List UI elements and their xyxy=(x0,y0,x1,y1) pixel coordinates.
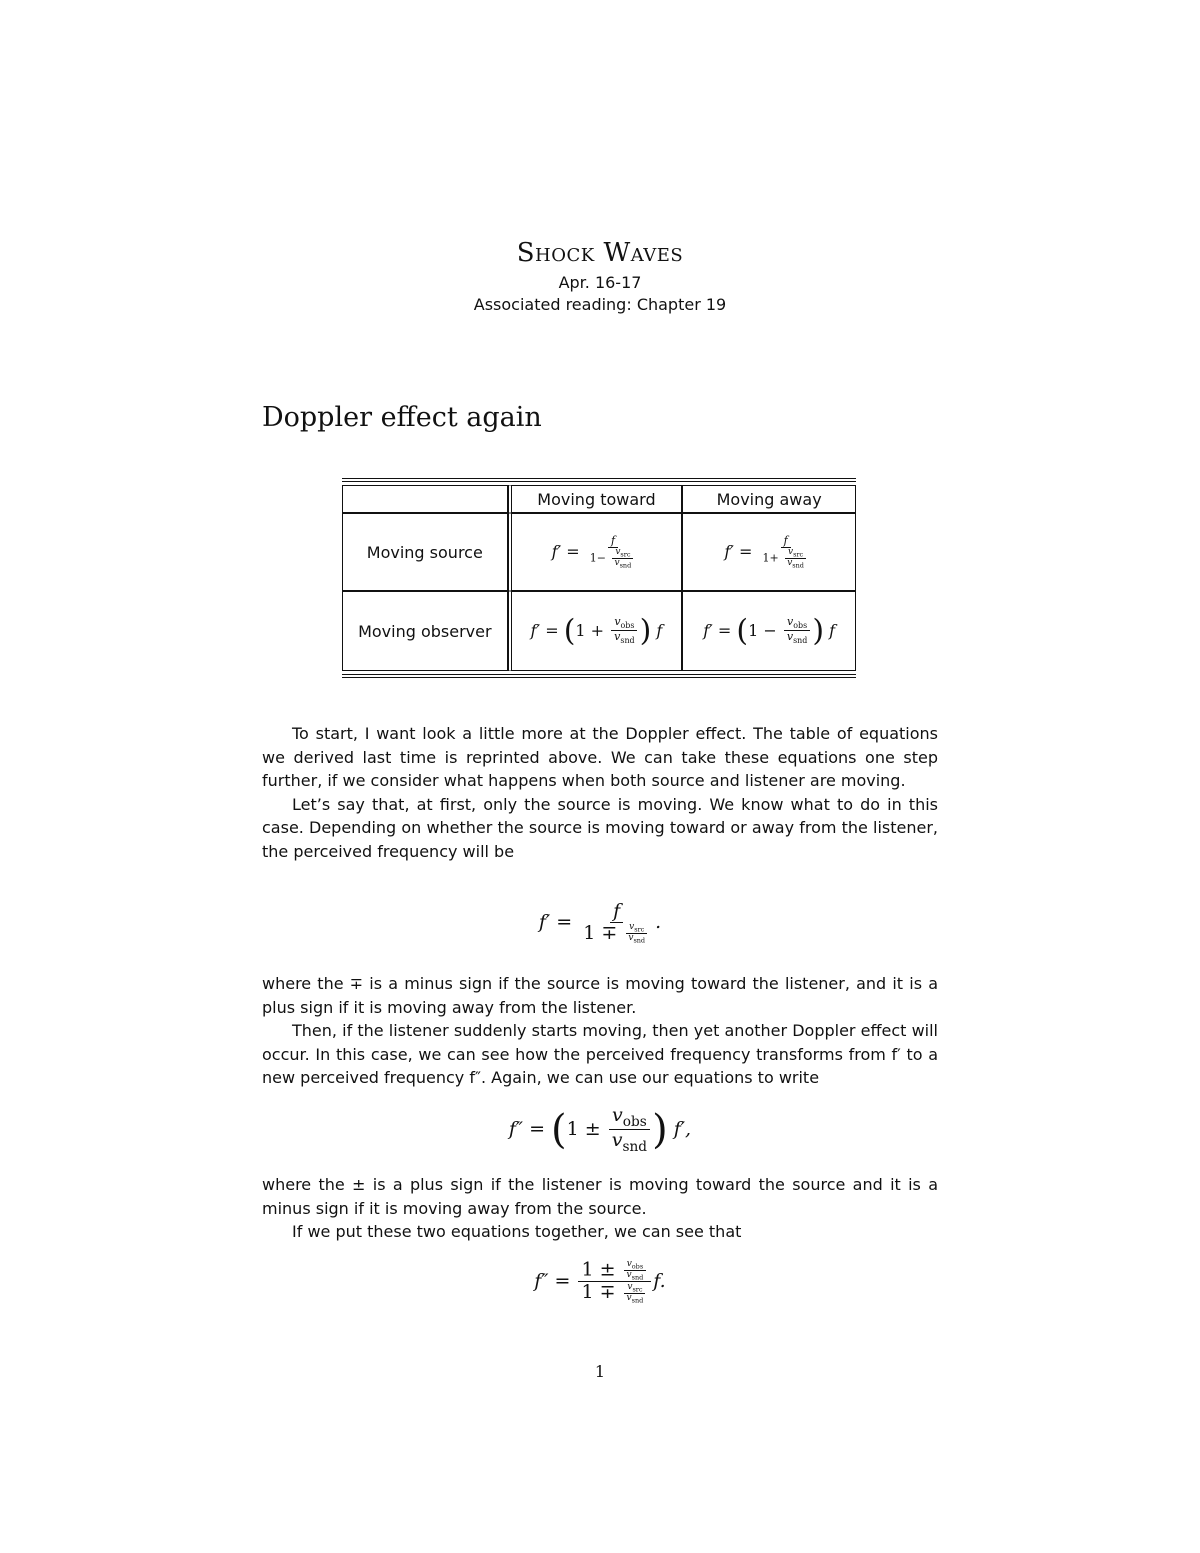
equation-observer-combined: f″ = (1 ± $\frac{v_{obs}}{v_{snd}}$ ) f′, xyxy=(508,1104,692,1155)
doppler-table xyxy=(342,478,856,678)
paragraph-source-moving: Let’s say that, at first, only the source is moving. We know what to do in this case. Depending on whether the source is moving toward or away from the listener, the perceived frequency will be xyxy=(262,794,938,861)
equation-final: f″ = 1 ± $\frac{v_{obs}}{v_{snd}}$ 1 ∓ $\frac{v_{src}}{v_{snd}}$ f. xyxy=(534,1258,666,1305)
page-number: 1 xyxy=(594,1362,606,1381)
paragraph-plus-minus: where the ± is a plus sign if the listener is moving toward the source and it is a minus sign if it is moving away from the source. xyxy=(262,1175,938,1218)
row-label-observer: Moving observer xyxy=(342,591,508,671)
equation-source-combined: f′ = f 1 ∓ $\frac{v_{src}}{v_{snd}}$ . xyxy=(538,900,662,945)
eq-observer-toward: f′ = (1 + $\frac{v_{obs}}{v_{snd}}$ ) f xyxy=(508,591,683,671)
paragraph-intro: To start, I want look a little more at the Doppler effect. The table of equations we derived last time is reprinted above. We can take these equations one step further, if we consider what happens when both source and listener are moving. xyxy=(262,724,938,790)
associated-reading: Associated reading: Chapter 19 xyxy=(473,295,727,314)
document-title: Shock Waves xyxy=(516,238,684,268)
table-header-away: Moving away xyxy=(682,485,856,513)
document-date: Apr. 16-17 xyxy=(558,273,642,292)
table-header-row xyxy=(342,485,856,513)
title-block xyxy=(0,238,1200,316)
paragraph-put-together: If we put these two equations together, we can see that xyxy=(292,1222,742,1241)
middle-paragraphs xyxy=(262,972,938,1090)
table-row-source xyxy=(342,513,856,591)
table-header-toward: Moving toward xyxy=(508,485,683,513)
section-heading: Doppler effect again xyxy=(262,402,542,433)
paragraph-listener-moving: Then, if the listener suddenly starts moving, then yet another Doppler effect will occur. In this case, we can see how the perceived frequency transforms from f′ to a new perceived frequency f″. Again, we can use our equations to write xyxy=(262,1021,938,1087)
paragraph-minus-plus: where the ∓ is a minus sign if the source is moving toward the listener, and it is a plus sign if it is moving away from the listener. xyxy=(262,974,938,1017)
table-header-blank xyxy=(342,485,508,513)
intro-paragraphs xyxy=(262,722,938,863)
table-row-observer xyxy=(342,591,856,671)
eq-source-toward: f′ = f 1− $\frac{v_{src}}{v_{snd}}$ xyxy=(508,513,683,591)
eq-observer-away: f′ = (1 − $\frac{v_{obs}}{v_{snd}}$ ) f xyxy=(682,591,856,671)
eq-source-away: f′ = f 1+ $\frac{v_{src}}{v_{snd}}$ xyxy=(682,513,856,591)
doppler-equation-table xyxy=(342,485,856,671)
row-label-source: Moving source xyxy=(342,513,508,591)
closing-paragraphs xyxy=(262,1173,938,1244)
